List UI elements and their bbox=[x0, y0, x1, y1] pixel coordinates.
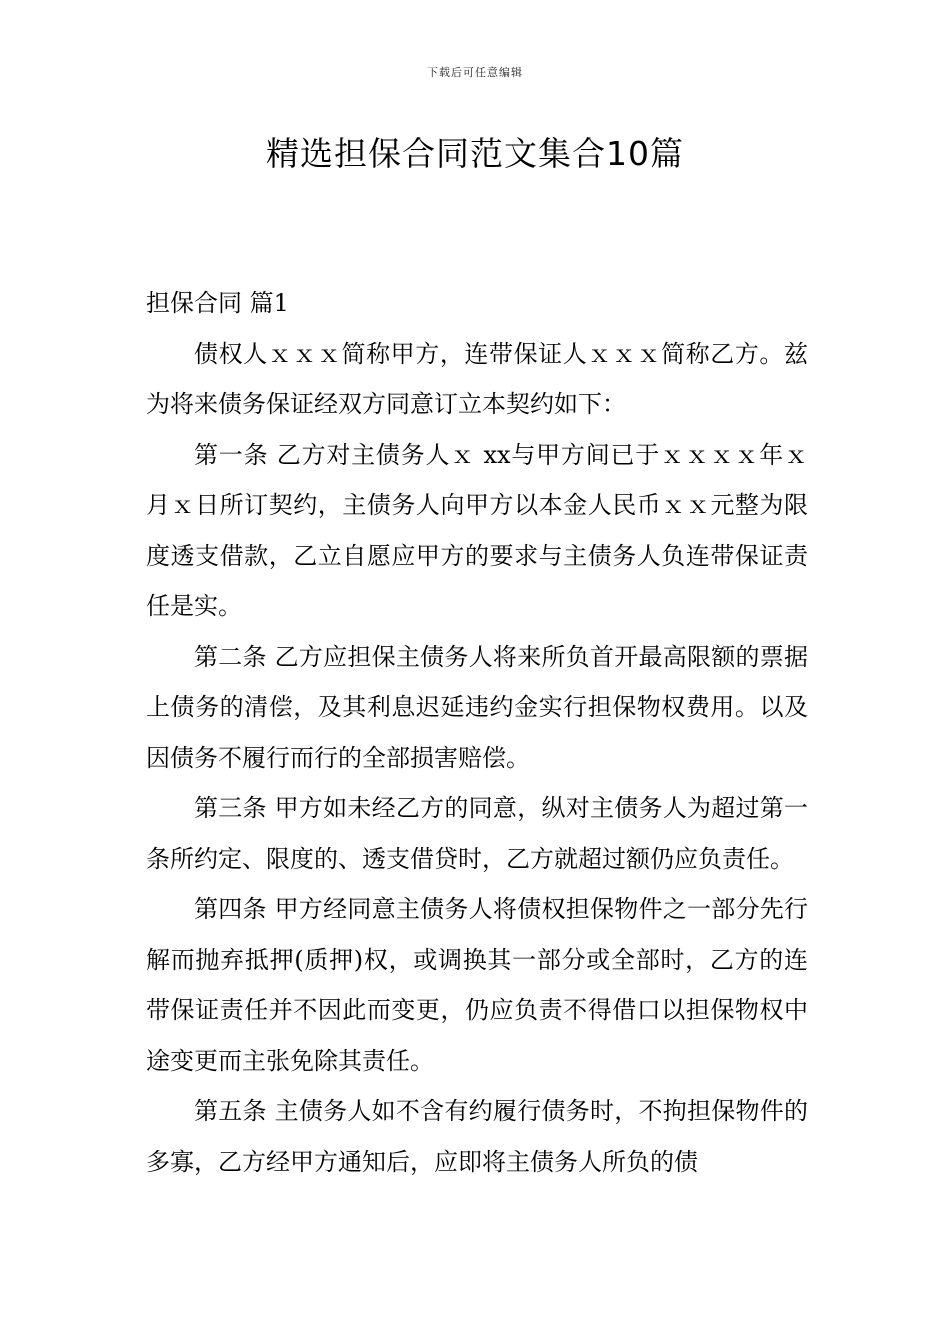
section-heading: 担保合同 篇1 bbox=[146, 289, 289, 317]
document-title: 精选担保合同范文集合10篇 bbox=[266, 134, 684, 173]
paragraph-article-4: 第四条 甲方经同意主债务人将债权担保物件之一部分先行解而抛弃抵押(质押)权，或调换其一部分或全部时，乙方的连带保证责任并不因此而变更，仍应负责不得借口以担保物权中途变更而主张免除其责任。 bbox=[146, 895, 808, 1075]
paragraph-article-3: 第三条 甲方如未经乙方的同意，纵对主债务人为超过第一条所约定、限度的、透支借贷时，乙方就超过额仍应负责任。 bbox=[146, 794, 808, 873]
document-body bbox=[146, 278, 808, 1187]
header-note: 下载后可任意编辑 bbox=[427, 66, 523, 79]
paragraph-intro: 债权人ｘｘｘ简称甲方，连带保证人ｘｘｘ简称乙方。兹为将来债务保证经双方同意订立本契约如下： bbox=[146, 339, 808, 418]
paragraph-article-2: 第二条 乙方应担保主债务人将来所负首开最高限额的票据上债务的清偿，及其利息迟延违约金实行担保物权费用。以及因债务不履行而行的全部损害赔偿。 bbox=[146, 642, 808, 772]
paragraph-article-1: 第一条 乙方对主债务人ｘ xx与甲方间已于ｘｘｘｘ年ｘ月ｘ日所订契约，主债务人向甲方以本金人民币ｘｘ元整为限度透支借款，乙立自愿应甲方的要求与主债务人负连带保证责任是实。 bbox=[146, 440, 808, 620]
paragraph-article-5: 第五条 主债务人如不含有约履行债务时，不拘担保物件的多寡，乙方经甲方通知后，应即将主债务人所负的债 bbox=[146, 1097, 808, 1176]
